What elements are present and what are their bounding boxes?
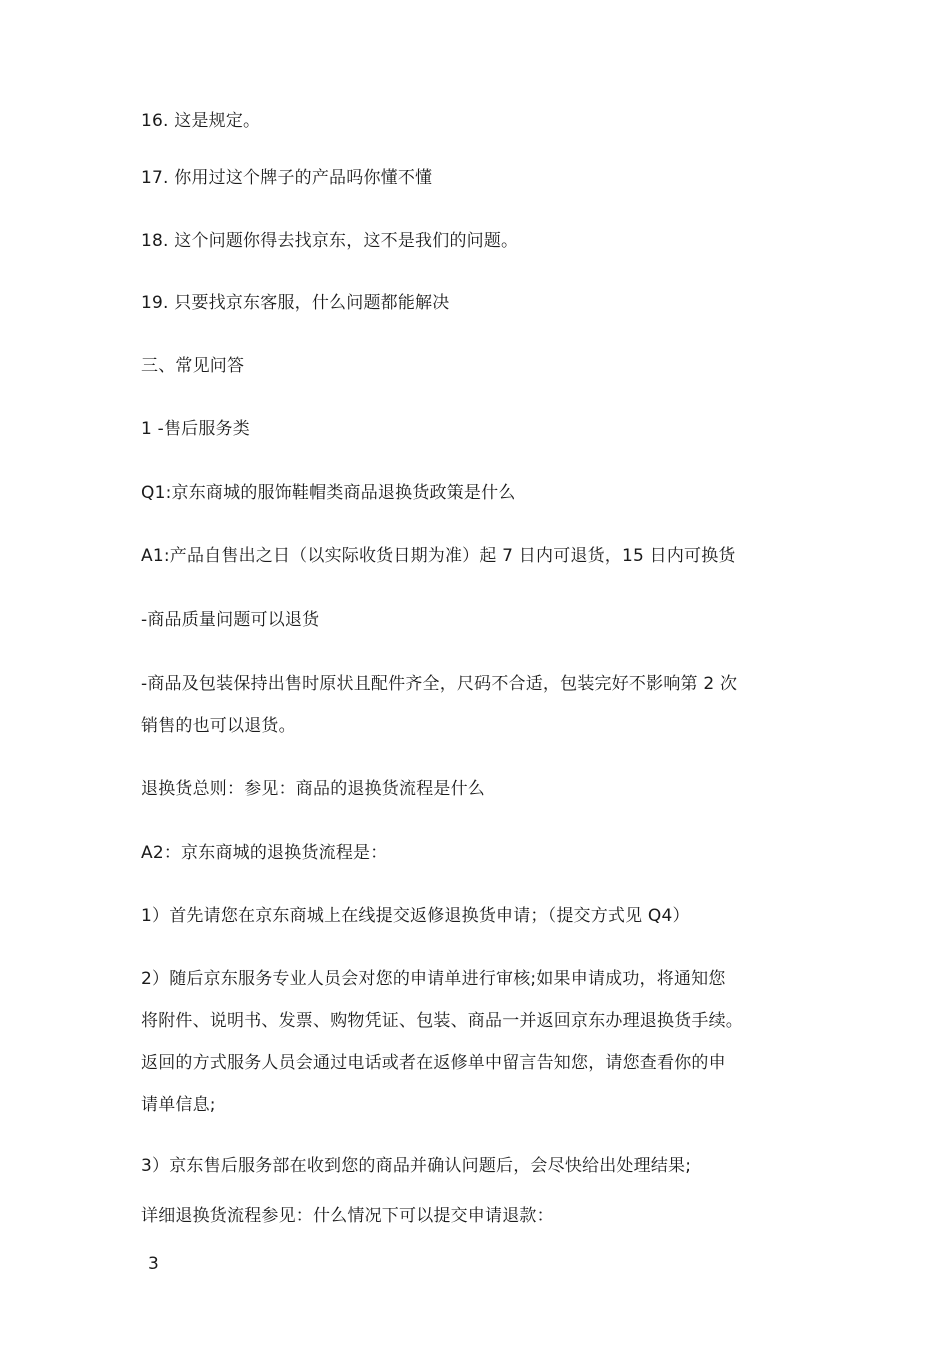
text-line: 17. 你用过这个牌子的产品吗你懂不懂 xyxy=(141,168,433,188)
text-line: 19. 只要找京东客服，什么问题都能解决 xyxy=(141,293,450,313)
text-line: 2）随后京东服务专业人员会对您的申请单进行审核;如果申请成功，将通知您 xyxy=(141,969,726,989)
text-line: 将附件、说明书、发票、购物凭证、包装、商品一并返回京东办理退换货手续。 xyxy=(141,1011,743,1031)
text-line: 返回的方式服务人员会通过电话或者在返修单中留言告知您，请您查看你的申 xyxy=(141,1053,726,1073)
section-heading: 三、常见问答 xyxy=(141,356,245,376)
text-line: 退换货总则：参见：商品的退换货流程是什么 xyxy=(141,779,485,799)
text-line: -商品及包装保持出售时原状且配件齐全，尺码不合适，包装完好不影响第 2 次 xyxy=(141,674,738,694)
text-line: 销售的也可以退货。 xyxy=(141,716,296,736)
text-line: 请单信息; xyxy=(141,1095,216,1115)
page-number: 3 xyxy=(148,1254,159,1274)
text-line: 16. 这是规定。 xyxy=(141,111,261,131)
text-line: 18. 这个问题你得去找京东，这不是我们的问题。 xyxy=(141,231,519,251)
question-line: Q1:京东商城的服饰鞋帽类商品退换货政策是什么 xyxy=(141,483,516,503)
answer-line: A1:产品自售出之日（以实际收货日期为准）起 7 日内可退货，15 日内可换货 xyxy=(141,546,736,566)
text-line: 3）京东售后服务部在收到您的商品并确认问题后，会尽快给出处理结果; xyxy=(141,1156,692,1176)
text-line: 详细退换货流程参见：什么情况下可以提交申请退款： xyxy=(141,1206,554,1226)
text-line: 1）首先请您在京东商城上在线提交返修退换货申请；（提交方式见 Q4） xyxy=(141,906,690,926)
answer-line: A2：京东商城的退换货流程是： xyxy=(141,843,388,863)
subsection-heading: 1 -售后服务类 xyxy=(141,419,250,439)
text-line: -商品质量问题可以退货 xyxy=(141,610,320,630)
